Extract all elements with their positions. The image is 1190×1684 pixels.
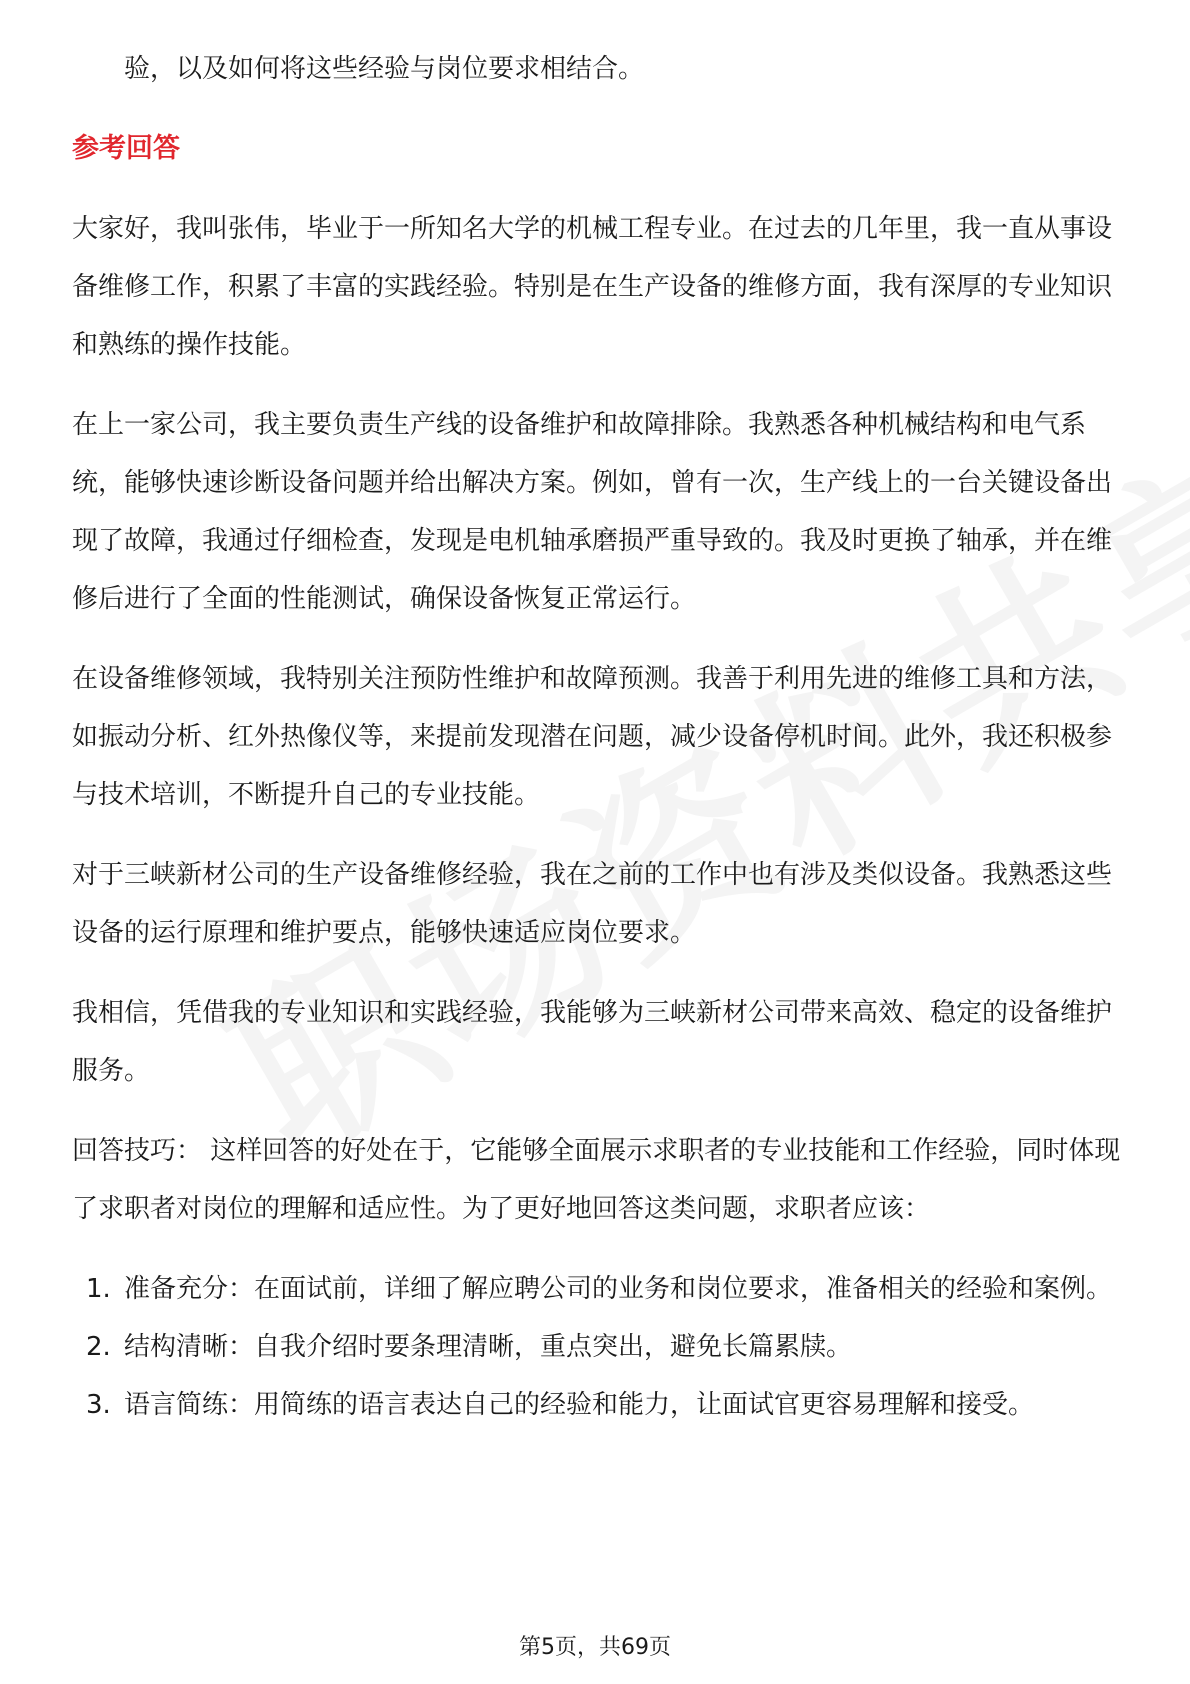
list-item <box>72 1318 1122 1376</box>
paragraph-tips-intro: 回答技巧： 这样回答的好处在于，它能够全面展示求职者的专业技能和工作经验，同时体现了求职者对岗位的理解和适应性。为了更好地回答这类问题，求职者应该： <box>72 1136 1121 1224</box>
list-item <box>72 1376 1122 1434</box>
tips-list <box>72 1260 1122 1434</box>
paragraph-maintenance: 在设备维修领域，我特别关注预防性维护和故障预测。我善于利用先进的维修工具和方法，如振动分析、红外热像仪等，来提前发现潜在问题，减少设备停机时间。此外，我还积极参与技术培训，不断提升自己的专业技能。 <box>72 664 1113 810</box>
list-item-text: 语言简练：用简练的语言表达自己的经验和能力，让面试官更容易理解和接受。 <box>124 1390 1035 1420</box>
list-item-number: 1. <box>86 1274 111 1304</box>
list-item <box>72 1260 1122 1318</box>
answer-heading: 参考回答 <box>72 133 180 164</box>
page-number: 第5页，共69页 <box>519 1635 671 1660</box>
list-item-number: 3. <box>86 1390 111 1420</box>
paragraph-intro: 大家好，我叫张伟，毕业于一所知名大学的机械工程专业。在过去的几年里，我一直从事设备维修工作，积累了丰富的实践经验。特别是在生产设备的维修方面，我有深厚的专业知识和熟练的操作技能。 <box>72 214 1113 360</box>
paragraph-company-fit: 对于三峡新材公司的生产设备维修经验，我在之前的工作中也有涉及类似设备。我熟悉这些设备的运行原理和维护要点，能够快速适应岗位要求。 <box>72 860 1113 948</box>
paragraph-closing: 我相信，凭借我的专业知识和实践经验，我能够为三峡新材公司带来高效、稳定的设备维护服务。 <box>72 998 1113 1086</box>
page-content <box>72 40 1122 1434</box>
continuation-line: 验，以及如何将这些经验与岗位要求相结合。 <box>124 54 645 84</box>
list-item-text: 准备充分：在面试前，详细了解应聘公司的业务和岗位要求，准备相关的经验和案例。 <box>124 1274 1113 1304</box>
list-item-text: 结构清晰：自我介绍时要条理清晰，重点突出，避免长篇累牍。 <box>124 1332 853 1362</box>
paragraph-experience: 在上一家公司，我主要负责生产线的设备维护和故障排除。我熟悉各种机械结构和电气系统，能够快速诊断设备问题并给出解决方案。例如，曾有一次，生产线上的一台关键设备出现了故障，我通过仔细检查，发现是电机轴承磨损严重导致的。我及时更换了轴承，并在维修后进行了全面的性能测试，确保设备恢复正常运行。 <box>72 410 1113 614</box>
list-item-number: 2. <box>86 1332 111 1362</box>
